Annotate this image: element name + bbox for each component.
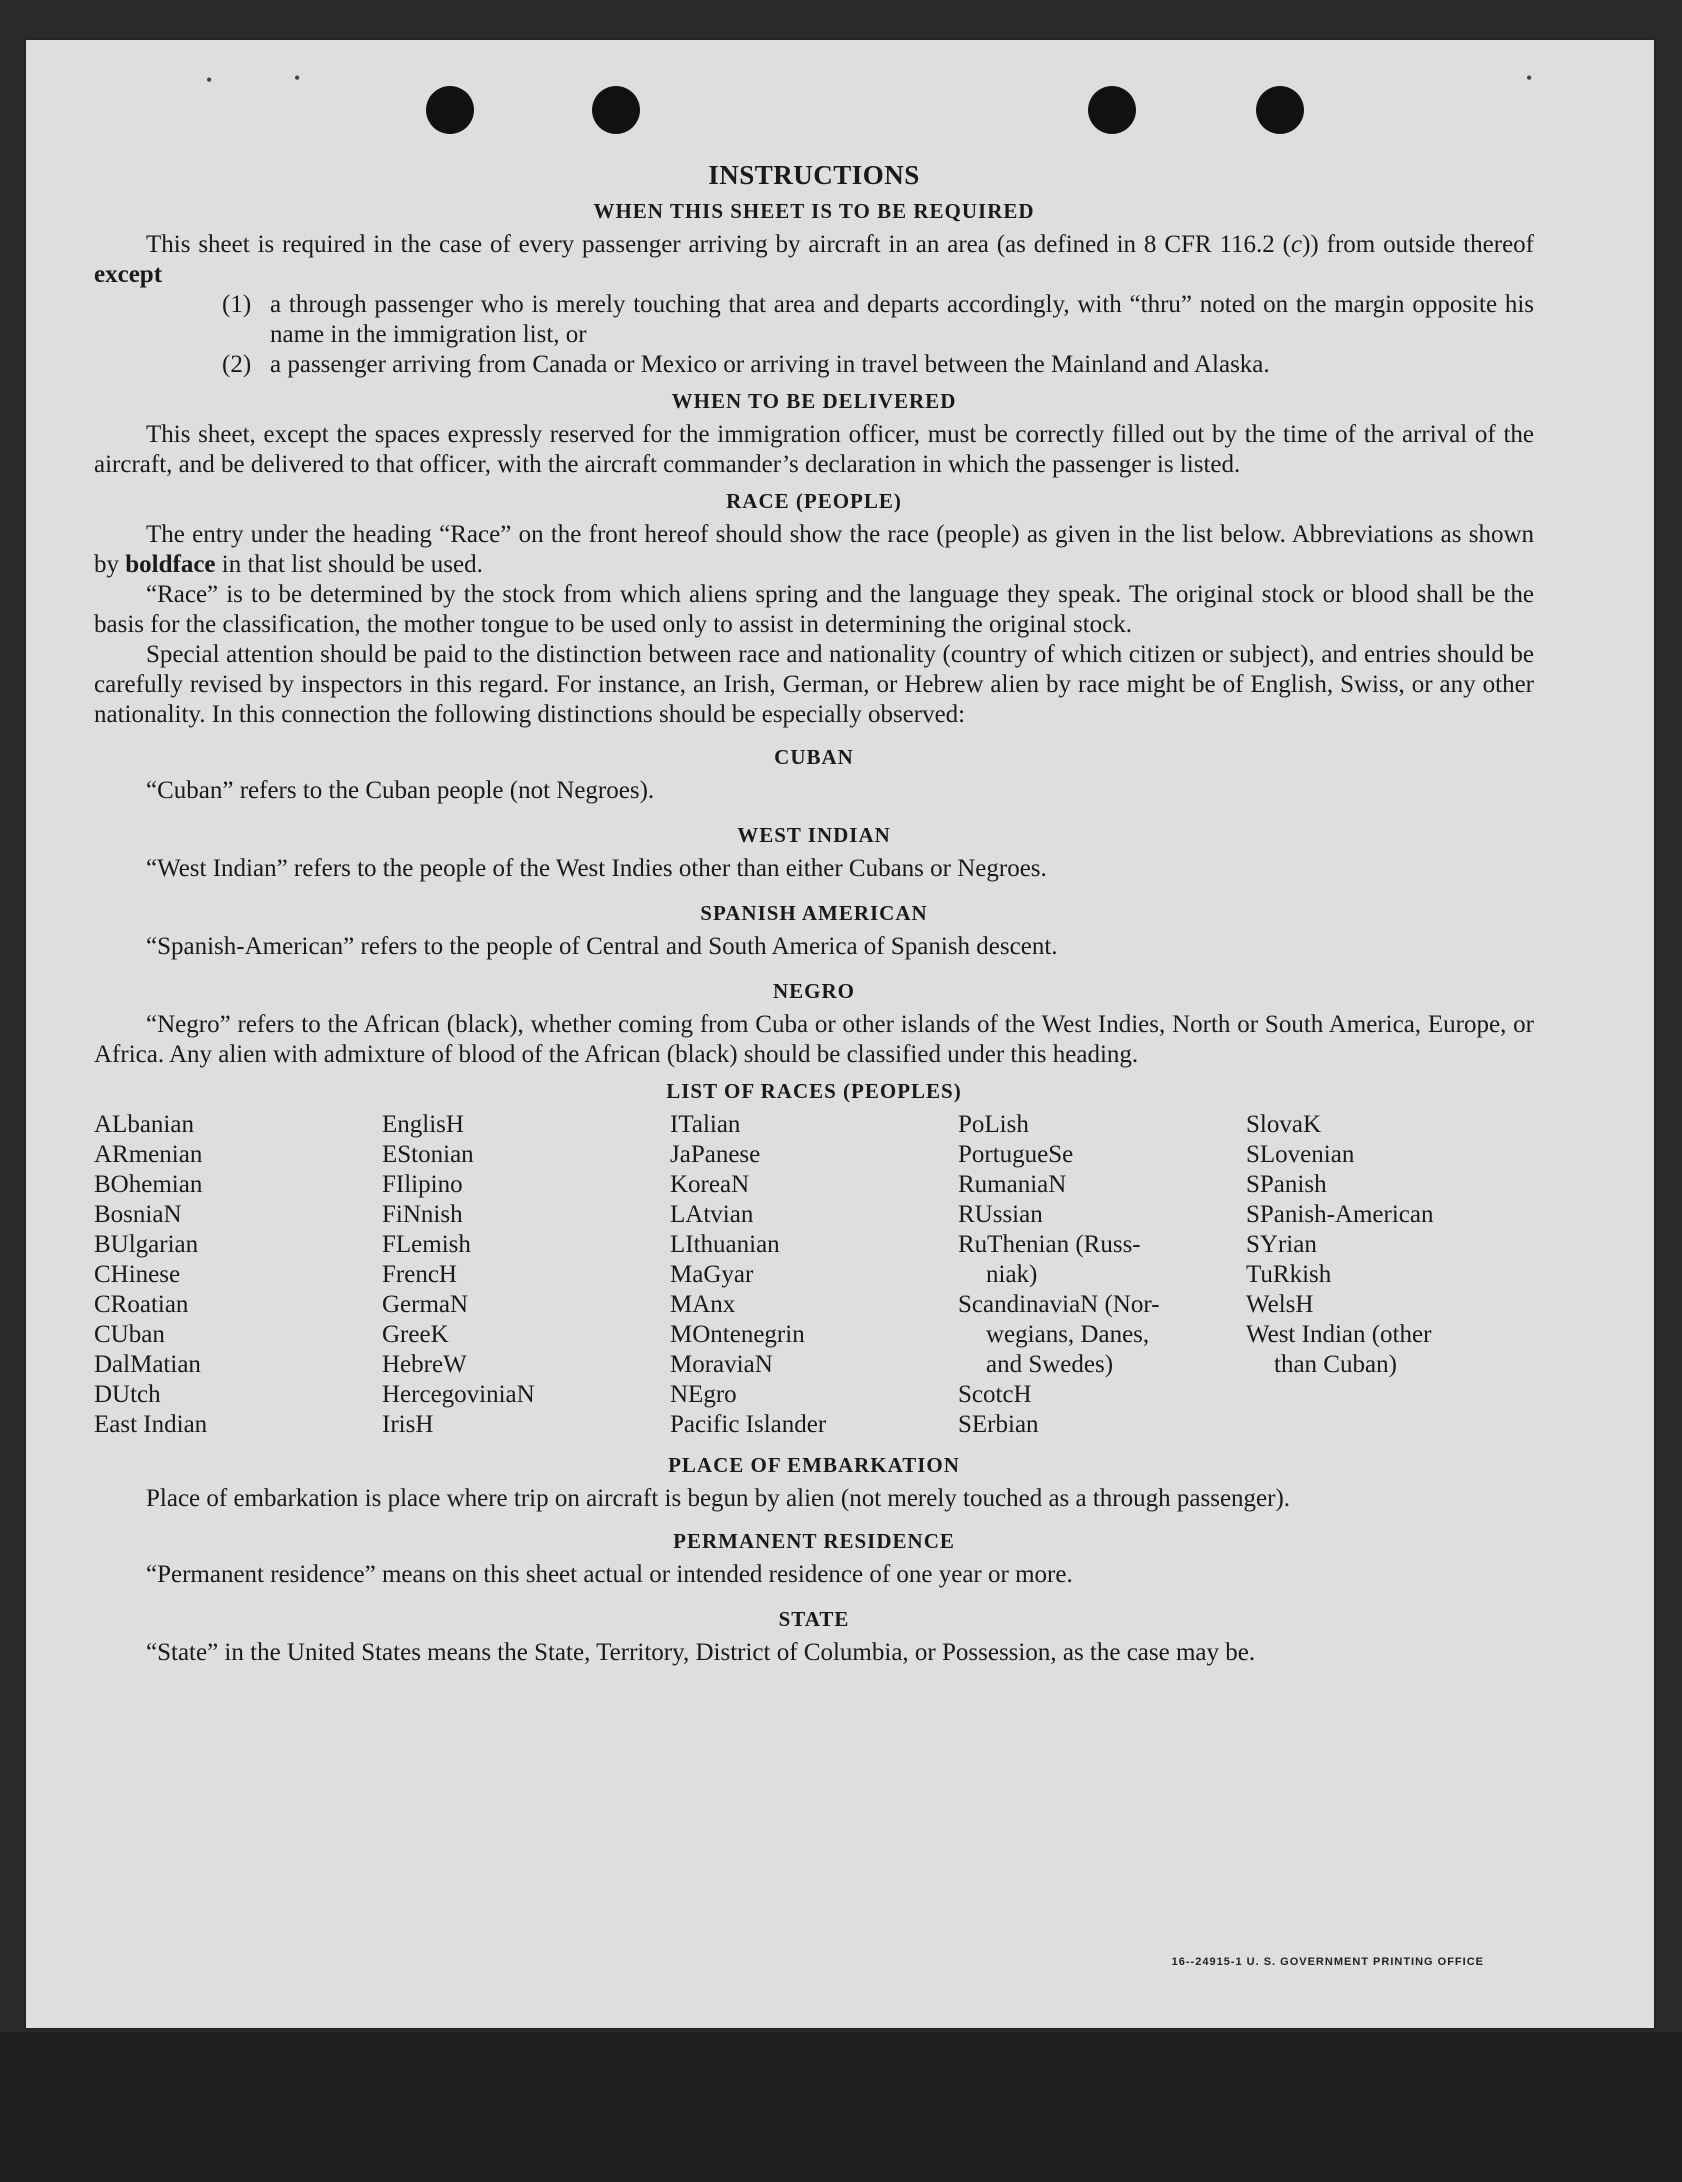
race-entry: West Indian (other [1246, 1321, 1432, 1348]
required-item-1 [94, 290, 1534, 350]
race-entry: FrencH [382, 1261, 457, 1288]
heading-required: WHEN THIS SHEET IS TO BE REQUIRED [593, 199, 1035, 223]
heading-spanish-american: SPANISH AMERICAN [700, 901, 928, 925]
race-entry: EStonian [382, 1141, 474, 1168]
race-entry: SErbian [958, 1411, 1039, 1438]
race-entry: RumaniaN [958, 1171, 1067, 1198]
race-entry: DUtch [94, 1381, 161, 1408]
race-entry: SPanish [1246, 1171, 1327, 1198]
race-entry: EnglisH [382, 1111, 464, 1138]
race-entry: HercegoviniaN [382, 1381, 535, 1408]
race-entry: ITalian [670, 1111, 741, 1138]
race-entry: CRoatian [94, 1291, 189, 1318]
race-entry: RuThenian (Russ- [958, 1231, 1141, 1258]
race-entry: CHinese [94, 1261, 181, 1288]
race-paragraph-1 [94, 520, 1534, 580]
required-item-2 [94, 350, 1534, 380]
west-indian-text: “West Indian” refers to the people of the West Indies other than either Cubans or Negroes. [146, 855, 1047, 882]
required-intro-except: except [94, 261, 163, 288]
printing-office-footer: 16--24915-1 U. S. GOVERNMENT PRINTING OFFICE [1171, 1956, 1484, 1968]
race-entry: IrisH [382, 1411, 434, 1438]
race-entry: WelsH [1246, 1291, 1314, 1318]
race-entry: East Indian [94, 1411, 208, 1438]
race-entry: MaGyar [670, 1261, 754, 1288]
races-list [94, 1110, 1534, 1440]
race-entry: SPanish-American [1246, 1201, 1434, 1228]
race-entry: than Cuban) [1274, 1351, 1397, 1378]
race-entry: CUban [94, 1321, 165, 1348]
race-entry: SlovaK [1246, 1111, 1321, 1138]
document-sheet [26, 40, 1654, 2028]
race-entry: TuRkish [1246, 1261, 1332, 1288]
race-p1-text: The entry under the heading “Race” on the front hereof should show the race (people) as given in the list below. Abbreviations as shown by [94, 521, 1534, 578]
races-column [94, 1110, 382, 1440]
delivered-text: This sheet, except the spaces expressly reserved for the immigration officer, must be correctly filled out by the time of the arrival of the aircraft, and be delivered to that officer, with the aircraft commander’s declaration in which the passenger is listed. [94, 421, 1534, 478]
race-entry: and Swedes) [986, 1351, 1114, 1378]
item-text: a through passenger who is merely touching that area and departs accordingly, with “thru” noted on the margin opposite his name in the immigration list, or [270, 291, 1534, 348]
race-entry: NEgro [670, 1381, 737, 1408]
race-entry: MoraviaN [670, 1351, 773, 1378]
race-entry: BUlgarian [94, 1231, 199, 1258]
embarkation-text: Place of embarkation is place where trip on aircraft is begun by alien (not merely touched as a through passenger). [146, 1485, 1291, 1512]
heading-west-indian: WEST INDIAN [737, 823, 891, 847]
required-intro-text-2: )) from outside thereof [1302, 231, 1534, 258]
race-entry: ScandinaviaN (Nor- [958, 1291, 1160, 1318]
heading-cuban: CUBAN [774, 745, 854, 769]
required-intro [94, 230, 1534, 290]
race-entry: niak) [986, 1261, 1038, 1288]
scan-speck: • [206, 70, 213, 90]
page-title: INSTRUCTIONS [708, 160, 920, 190]
cuban-text: “Cuban” refers to the Cuban people (not Negroes). [146, 777, 655, 804]
race-entry: MOntenegrin [670, 1321, 805, 1348]
heading-state: STATE [778, 1607, 850, 1631]
race-entry: KoreaN [670, 1171, 750, 1198]
races-column [670, 1110, 958, 1440]
race-entry: BOhemian [94, 1171, 203, 1198]
negro-text: “Negro” refers to the African (black), whether coming from Cuba or other islands of the West Indies, North or South America, Europe, or Africa. Any alien with admixture of blood of the African (black) should be classified under this heading. [94, 1011, 1534, 1068]
spanish-american-text: “Spanish-American” refers to the people of Central and South America of Spanish descent. [146, 933, 1058, 960]
punch-hole [426, 86, 474, 134]
punch-hole [1088, 86, 1136, 134]
item-text: a passenger arriving from Canada or Mexico or arriving in travel between the Mainland and Alaska. [270, 351, 1270, 378]
heading-embarkation: PLACE OF EMBARKATION [668, 1453, 960, 1477]
required-intro-italic: c [1290, 231, 1303, 258]
required-intro-text: This sheet is required in the case of every passenger arriving by aircraft in an area (as defined in 8 CFR 116.2 ( [146, 231, 1291, 258]
scan-speck: • [1526, 68, 1533, 88]
race-entry: PortugueSe [958, 1141, 1074, 1168]
heading-list-of-races: LIST OF RACES (PEOPLES) [666, 1079, 962, 1103]
scanner-background [0, 2032, 1682, 2182]
heading-residence: PERMANENT RESIDENCE [673, 1529, 955, 1553]
race-entry: ScotcH [958, 1381, 1032, 1408]
race-paragraph-3: Special attention should be paid to the distinction between race and nationality (country of which citizen or subject), and entries should be carefully revised by inspectors in this regard. For instance, an Irish, German, or Hebrew alien by race might be of English, Swiss, or any other nationality. In this connection the following distinctions should be especially observed: [94, 641, 1534, 728]
punch-hole [592, 86, 640, 134]
race-entry: SLovenian [1246, 1141, 1355, 1168]
item-number: (2) [222, 351, 252, 378]
race-entry: GermaN [382, 1291, 469, 1318]
races-column [958, 1110, 1246, 1440]
scan-speck: • [294, 68, 301, 88]
race-entry: ARmenian [94, 1141, 203, 1168]
race-entry: wegians, Danes, [986, 1321, 1150, 1348]
heading-race: RACE (PEOPLE) [726, 489, 902, 513]
race-entry: MAnx [670, 1291, 736, 1318]
race-entry: JaPanese [670, 1141, 761, 1168]
race-p1-bold: boldface [125, 551, 216, 578]
heading-delivered: WHEN TO BE DELIVERED [671, 389, 957, 413]
race-entry: Pacific Islander [670, 1411, 827, 1438]
state-text: “State” in the United States means the State, Territory, District of Columbia, or Possession, as the case may be. [146, 1639, 1256, 1666]
race-entry: FiNnish [382, 1201, 463, 1228]
race-entry: HebreW [382, 1351, 467, 1378]
race-paragraph-2: “Race” is to be determined by the stock from which aliens spring and the language they speak. The original stock or blood shall be the basis for the classification, the mother tongue to be used only to assist in determining the original stock. [94, 581, 1534, 638]
race-entry: RUssian [958, 1201, 1043, 1228]
race-entry: SYrian [1246, 1231, 1317, 1258]
race-p1-text-2: in that list should be used. [215, 551, 483, 578]
heading-negro: NEGRO [772, 979, 855, 1003]
races-column [382, 1110, 670, 1440]
race-entry: GreeK [382, 1321, 449, 1348]
race-entry: LIthuanian [670, 1231, 780, 1258]
instructions-content [94, 160, 1534, 1668]
race-entry: ALbanian [94, 1111, 194, 1138]
race-entry: DalMatian [94, 1351, 201, 1378]
residence-text: “Permanent residence” means on this sheet actual or intended residence of one year or more. [146, 1561, 1073, 1588]
race-entry: FIlipino [382, 1171, 463, 1198]
punch-hole [1256, 86, 1304, 134]
race-entry: LAtvian [670, 1201, 754, 1228]
item-number: (1) [222, 291, 252, 318]
race-entry: PoLish [958, 1111, 1029, 1138]
races-column [1246, 1110, 1534, 1440]
race-entry: FLemish [382, 1231, 471, 1258]
race-entry: BosniaN [94, 1201, 182, 1228]
